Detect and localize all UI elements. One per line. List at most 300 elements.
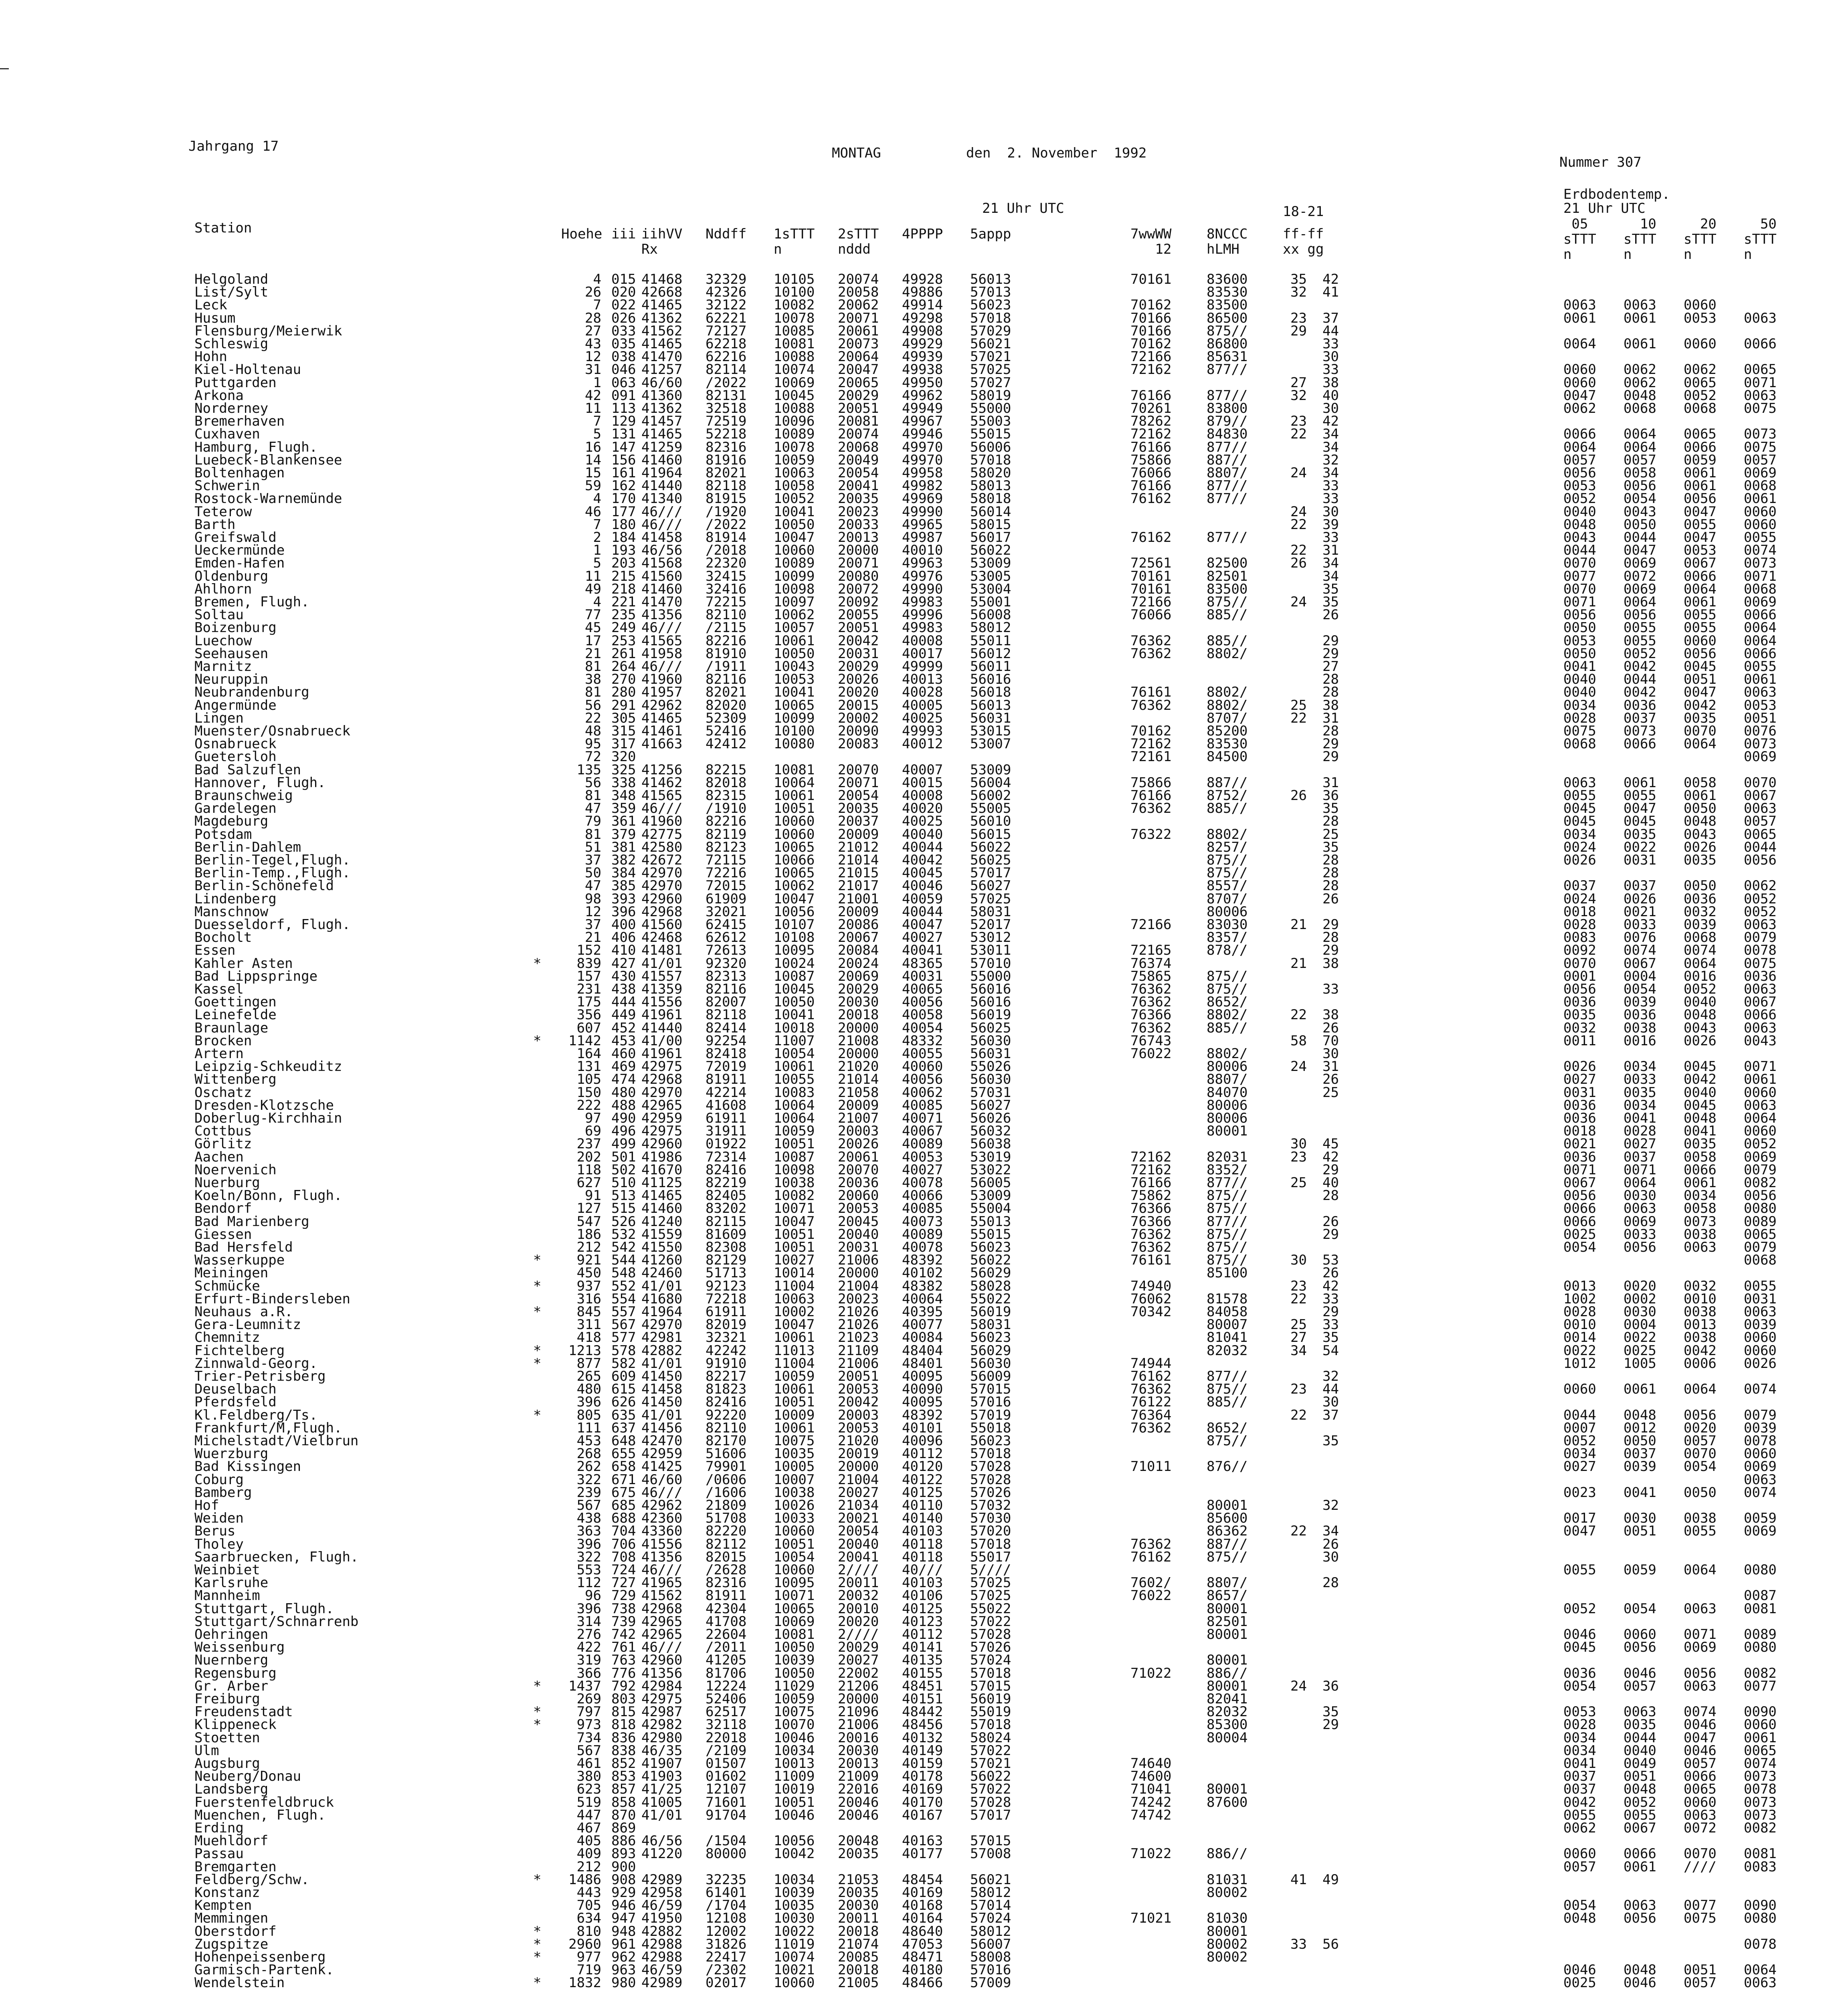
station-height: 461	[576, 1756, 601, 1772]
station-id: 113	[611, 400, 636, 416]
soil-temp-20: 0061	[1684, 594, 1717, 610]
iihvv-group: 41562	[641, 323, 683, 339]
wind-gust-2: 26	[1322, 1020, 1339, 1036]
station-id: 946	[611, 1897, 636, 1914]
nddff-group: /2011	[706, 1639, 747, 1656]
pressure-group: 40013	[902, 671, 943, 688]
station-height: 316	[576, 1291, 601, 1307]
soil-temp-10: 0047	[1624, 800, 1656, 817]
soil-temp-time: 21 Uhr UTC	[1563, 200, 1646, 216]
station-id: 635	[611, 1407, 636, 1423]
iihvv-group: 41961	[641, 1007, 683, 1023]
temp-group: 10056	[774, 1833, 815, 1849]
soil-temp-10: 0036	[1624, 697, 1656, 713]
station-id: 637	[611, 1420, 636, 1436]
iihvv-group: 41260	[641, 1252, 683, 1269]
dewpoint-group: 21096	[838, 1704, 879, 1720]
wind-gust-2: 35	[1322, 1329, 1339, 1346]
cloud-group: 886//	[1207, 1665, 1248, 1681]
station-id: 704	[611, 1523, 636, 1539]
temp-group: 10081	[774, 1626, 815, 1642]
soil-temp-20: 0055	[1684, 607, 1717, 623]
nddff-group: 81823	[706, 1381, 747, 1398]
soil-temp-10: 0069	[1624, 1213, 1656, 1230]
soil-temp-50: 0082	[1744, 1820, 1777, 1836]
column-header-soil-10: 10 sTTT n	[1624, 216, 1656, 263]
wind-gust-1: 22	[1290, 516, 1307, 533]
iihvv-group: 46///	[641, 1639, 683, 1656]
nddff-group: 82416	[706, 1162, 747, 1178]
pressure-group: 40125	[902, 1484, 943, 1501]
cloud-group: 80001	[1207, 1600, 1248, 1617]
station-name: Schmücke	[194, 1278, 260, 1294]
pressure-group: 40010	[902, 542, 943, 559]
station-height: 627	[576, 1175, 601, 1191]
soil-temp-50: 0071	[1744, 374, 1777, 391]
cloud-group: 875//	[1207, 1226, 1248, 1242]
station-name: Deuselbach	[194, 1381, 277, 1398]
soil-temp-50: 0080	[1744, 1639, 1777, 1656]
soil-temp-50: 0064	[1744, 632, 1777, 649]
dewpoint-group: 20020	[838, 1613, 879, 1630]
tendency-group: 53022	[970, 1162, 1011, 1178]
dewpoint-group: 20020	[838, 684, 879, 701]
dewpoint-group: 2////	[838, 1626, 879, 1642]
station-id: 708	[611, 1549, 636, 1565]
soil-temp-50: 0071	[1744, 568, 1777, 584]
wind-gust-2: 28	[1322, 1575, 1339, 1591]
station-id: 557	[611, 1304, 636, 1320]
column-header-iihvv: iihVV Rx	[641, 226, 683, 257]
cloud-group: 8802/	[1207, 826, 1248, 842]
station-id: 542	[611, 1239, 636, 1255]
cloud-group: 875//	[1207, 1200, 1248, 1217]
cloud-group: 877//	[1207, 387, 1248, 404]
pressure-group: 40169	[902, 1885, 943, 1901]
soil-temp-50: 0078	[1744, 942, 1777, 959]
temp-group: 10096	[774, 413, 815, 430]
station-name: Husum	[194, 310, 236, 326]
dewpoint-group: 20072	[838, 581, 879, 597]
dewpoint-group: 20080	[838, 568, 879, 584]
tendency-group: 56025	[970, 852, 1011, 868]
station-name: Neuhaus a.R.	[194, 1304, 293, 1320]
dewpoint-group: 21023	[838, 1329, 879, 1346]
soil-temp-05: 0060	[1563, 374, 1596, 391]
wind-gust-2: 33	[1322, 478, 1339, 494]
station-id: 515	[611, 1200, 636, 1217]
soil-temp-20: 0061	[1684, 465, 1717, 481]
soil-temp-10: 0064	[1624, 426, 1656, 442]
soil-temp-20: 0052	[1684, 387, 1717, 404]
station-height: 222	[576, 1097, 601, 1113]
iihvv-group: 41362	[641, 400, 683, 416]
nddff-group: 92220	[706, 1407, 747, 1423]
station-height: 547	[576, 1213, 601, 1230]
soil-temp-05: 0031	[1563, 1084, 1596, 1101]
iihvv-group: 41256	[641, 762, 683, 778]
weather-group: 76362	[1130, 981, 1172, 997]
station-height: 623	[576, 1781, 601, 1798]
temp-group: 10055	[774, 1071, 815, 1088]
tendency-group: 57026	[970, 1639, 1011, 1656]
soil-temp-05: 0042	[1563, 1794, 1596, 1810]
tendency-group: 58020	[970, 465, 1011, 481]
weather-group: 72161	[1130, 749, 1172, 765]
dewpoint-group: 20062	[838, 297, 879, 313]
station-name: Cuxhaven	[194, 426, 260, 442]
temp-group: 10075	[774, 1704, 815, 1720]
station-height: 453	[576, 1433, 601, 1449]
pressure-group: 40066	[902, 1188, 943, 1204]
soil-temp-10: 0043	[1624, 503, 1656, 520]
cloud-group: 80006	[1207, 1097, 1248, 1113]
soil-temp-10: 0022	[1624, 1329, 1656, 1346]
cloud-group: 85631	[1207, 349, 1248, 365]
dewpoint-group: 20085	[838, 1949, 879, 1965]
station-height: 973	[576, 1717, 601, 1733]
cloud-group: 80001	[1207, 1626, 1248, 1642]
wind-gust-2: 38	[1322, 1007, 1339, 1023]
nddff-group: 79901	[706, 1459, 747, 1475]
station-height: 21	[585, 645, 601, 662]
station-name: Goettingen	[194, 994, 277, 1010]
dewpoint-group: 20070	[838, 1162, 879, 1178]
soil-temp-20: 0063	[1684, 1239, 1717, 1255]
soil-temp-05: 0060	[1563, 1846, 1596, 1862]
iihvv-group: 42360	[641, 1510, 683, 1527]
station-height: 79	[585, 813, 601, 830]
weather-group: 74944	[1130, 1355, 1172, 1372]
soil-temp-50: 0073	[1744, 426, 1777, 442]
station-height: 356	[576, 1007, 601, 1023]
wind-gust-2: 30	[1322, 1046, 1339, 1062]
pressure-group: 40095	[902, 1394, 943, 1410]
cloud-group: 885//	[1207, 632, 1248, 649]
iihvv-group: 42975	[641, 1059, 683, 1075]
station-height: 135	[576, 762, 601, 778]
dewpoint-group: 20015	[838, 697, 879, 713]
cloud-group: 82501	[1207, 1613, 1248, 1630]
iihvv-group: 41568	[641, 555, 683, 572]
mountain-marker: *	[533, 1949, 542, 1965]
station-name: Freiburg	[194, 1691, 260, 1707]
tendency-group: 56011	[970, 659, 1011, 675]
station-id: 438	[611, 981, 636, 997]
temp-group: 10088	[774, 349, 815, 365]
soil-temp-50: 0063	[1744, 387, 1777, 404]
temp-group: 10100	[774, 284, 815, 301]
iihvv-group: 43360	[641, 1523, 683, 1539]
soil-temp-05: 0036	[1563, 1149, 1596, 1165]
station-height: 1437	[568, 1678, 601, 1694]
iihvv-group: 41556	[641, 994, 683, 1010]
cloud-group: 83530	[1207, 736, 1248, 752]
nddff-group: /1504	[706, 1833, 747, 1849]
dewpoint-group: 20024	[838, 955, 879, 972]
dewpoint-group: 20027	[838, 1484, 879, 1501]
wind-gust-2: 29	[1322, 749, 1339, 765]
iihvv-group: 41562	[641, 1588, 683, 1604]
soil-temp-20: 0026	[1684, 1032, 1717, 1049]
station-height: 81	[585, 826, 601, 842]
iihvv-group: 41957	[641, 684, 683, 701]
soil-temp-10: 0046	[1624, 1665, 1656, 1681]
station-name: Görlitz	[194, 1136, 252, 1152]
wind-gust-2: 35	[1322, 800, 1339, 817]
temp-group: 10089	[774, 426, 815, 442]
iihvv-group: 41465	[641, 1188, 683, 1204]
wind-gust-1: 33	[1290, 1936, 1307, 1952]
station-id: 320	[611, 749, 636, 765]
temp-group: 10065	[774, 1600, 815, 1617]
station-id: 264	[611, 659, 636, 675]
iihvv-group: 41259	[641, 439, 683, 455]
soil-temp-20: 0070	[1684, 1446, 1717, 1462]
temp-group: 10056	[774, 903, 815, 920]
station-height: 112	[576, 1575, 601, 1591]
iihvv-group: 42968	[641, 1600, 683, 1617]
pressure-group: 40045	[902, 865, 943, 881]
station-name: Erfurt-Bindersleben	[194, 1291, 350, 1307]
station-id: 838	[611, 1742, 636, 1759]
station-height: 186	[576, 1226, 601, 1242]
soil-temp-20: 0013	[1684, 1317, 1717, 1333]
station-name: Gardelegen	[194, 800, 277, 817]
temp-group: 10066	[774, 852, 815, 868]
iihvv-group: 41458	[641, 1381, 683, 1398]
temp-group: 10059	[774, 1691, 815, 1707]
tendency-group: 56023	[970, 1239, 1011, 1255]
station-name: Chemnitz	[194, 1329, 260, 1346]
wind-gust-2: 31	[1322, 1059, 1339, 1075]
iihvv-group: 41560	[641, 917, 683, 933]
tendency-group: 58015	[970, 516, 1011, 533]
soil-temp-20: 0046	[1684, 1717, 1717, 1733]
station-id: 396	[611, 903, 636, 920]
station-height: 69	[585, 1123, 601, 1139]
dewpoint-group: 20013	[838, 1756, 879, 1772]
temp-group: 10099	[774, 568, 815, 584]
pressure-group: 49993	[902, 723, 943, 739]
station-name: Kassel	[194, 981, 244, 997]
weather-group: 70162	[1130, 723, 1172, 739]
soil-temp-20: 0060	[1684, 632, 1717, 649]
pressure-group: 40044	[902, 903, 943, 920]
station-name: Neuberg/Donau	[194, 1768, 301, 1785]
station-name: Zugspitze	[194, 1936, 269, 1952]
station-name: Hof	[194, 1497, 219, 1513]
dewpoint-group: 20000	[838, 1020, 879, 1036]
nddff-group: 62415	[706, 917, 747, 933]
cloud-group: 885//	[1207, 1020, 1248, 1036]
cloud-group: 8707/	[1207, 710, 1248, 726]
station-height: 212	[576, 1859, 601, 1875]
station-id: 488	[611, 1097, 636, 1113]
station-name: Barth	[194, 516, 236, 533]
dewpoint-group: 20090	[838, 723, 879, 739]
cloud-group: 83530	[1207, 284, 1248, 301]
tendency-group: 57026	[970, 1484, 1011, 1501]
station-name: Braunlage	[194, 1020, 269, 1036]
tendency-group: 57031	[970, 1084, 1011, 1101]
tendency-group: 58012	[970, 1885, 1011, 1901]
iihvv-group: 46/60	[641, 374, 683, 391]
soil-temp-10: 0054	[1624, 981, 1656, 997]
soil-temp-10: 0042	[1624, 659, 1656, 675]
station-id: 033	[611, 323, 636, 339]
soil-temp-05: 0060	[1563, 1381, 1596, 1398]
temp-group: 10089	[774, 555, 815, 572]
station-height: 380	[576, 1768, 601, 1785]
soil-temp-10: 0064	[1624, 439, 1656, 455]
weather-group: 70166	[1130, 310, 1172, 326]
soil-temp-10: 0048	[1624, 1407, 1656, 1423]
pressure-group: 40008	[902, 632, 943, 649]
tendency-group: 56016	[970, 981, 1011, 997]
nddff-group: 82216	[706, 813, 747, 830]
tendency-group: 56029	[970, 1342, 1011, 1359]
nddff-group: /2018	[706, 542, 747, 559]
soil-temp-10: 0039	[1624, 1459, 1656, 1475]
nddff-group: 81911	[706, 1588, 747, 1604]
station-id: 449	[611, 1007, 636, 1023]
nddff-group: /2115	[706, 620, 747, 636]
cloud-group: 80006	[1207, 1059, 1248, 1075]
soil-temp-20: 0056	[1684, 1407, 1717, 1423]
station-height: 450	[576, 1265, 601, 1281]
iihvv-group: 41960	[641, 813, 683, 830]
pressure-group: 48404	[902, 1342, 943, 1359]
soil-temp-20: 0061	[1684, 788, 1717, 804]
pressure-group: 49949	[902, 400, 943, 416]
tendency-group: 57024	[970, 1910, 1011, 1927]
station-id: 675	[611, 1484, 636, 1501]
dewpoint-group: 21004	[838, 1471, 879, 1488]
soil-temp-05: 0050	[1563, 620, 1596, 636]
iihvv-group: 46/35	[641, 1742, 683, 1759]
station-name: Pferdsfeld	[194, 1394, 277, 1410]
cloud-group: 876//	[1207, 1459, 1248, 1475]
tendency-group: 57028	[970, 1459, 1011, 1475]
column-header-soil-20: 20 sTTT n	[1684, 216, 1717, 263]
iihvv-group: 41680	[641, 1291, 683, 1307]
temp-group: 10045	[774, 387, 815, 404]
station-height: 37	[585, 917, 601, 933]
temp-group: 10098	[774, 1162, 815, 1178]
temp-group: 10051	[774, 1136, 815, 1152]
weather-group: 76362	[1130, 1536, 1172, 1552]
soil-temp-50: 0081	[1744, 1600, 1777, 1617]
soil-temp-50: 0074	[1744, 542, 1777, 559]
soil-temp-50: 0060	[1744, 1446, 1777, 1462]
station-name: Zinnwald-Georg.	[194, 1355, 318, 1372]
soil-temp-50: 0080	[1744, 1910, 1777, 1927]
soil-temp-10: 0068	[1624, 400, 1656, 416]
wind-gust-2: 40	[1322, 1175, 1339, 1191]
cloud-group: 81031	[1207, 1871, 1248, 1888]
dewpoint-group: 21058	[838, 1084, 879, 1101]
pressure-group: 49983	[902, 594, 943, 610]
weather-group: 76362	[1130, 1226, 1172, 1242]
iihvv-group: 42989	[641, 1871, 683, 1888]
station-id: 400	[611, 917, 636, 933]
station-height: 72	[585, 749, 601, 765]
dewpoint-group: 2////	[838, 1562, 879, 1578]
station-id: 325	[611, 762, 636, 778]
station-height: 17	[585, 632, 601, 649]
station-height: 396	[576, 1600, 601, 1617]
station-height: 2	[593, 529, 601, 545]
nddff-group: 81915	[706, 491, 747, 507]
temp-group: 10107	[774, 917, 815, 933]
nddff-group: 82021	[706, 465, 747, 481]
pressure-group: 40047	[902, 917, 943, 933]
weather-group: 76362	[1130, 1020, 1172, 1036]
tendency-group: 57018	[970, 1665, 1011, 1681]
cloud-group: 8257/	[1207, 839, 1248, 855]
pressure-group: 48392	[902, 1407, 943, 1423]
iihvv-group: 46///	[641, 516, 683, 533]
dewpoint-group: 20021	[838, 1510, 879, 1527]
column-header-4pppp: 4PPPP	[902, 226, 943, 242]
iihvv-group: 41/01	[641, 1407, 683, 1423]
station-id: 655	[611, 1446, 636, 1462]
pressure-group: 40140	[902, 1510, 943, 1527]
soil-temp-20: 0063	[1684, 1600, 1717, 1617]
dewpoint-group: 21006	[838, 1252, 879, 1269]
soil-temp-50: 0052	[1744, 891, 1777, 907]
soil-temp-10: 0066	[1624, 736, 1656, 752]
station-name: Osnabrueck	[194, 736, 277, 752]
soil-temp-20: 0061	[1684, 1175, 1717, 1191]
soil-temp-10: 0061	[1624, 774, 1656, 791]
tendency-group: 56007	[970, 1936, 1011, 1952]
temp-group: 10063	[774, 1291, 815, 1307]
station-id: 858	[611, 1794, 636, 1810]
nddff-group: 62517	[706, 1704, 747, 1720]
mountain-marker: *	[533, 1278, 542, 1294]
cloud-group: 80001	[1207, 1497, 1248, 1513]
soil-temp-10: 0047	[1624, 542, 1656, 559]
tendency-group: 56013	[970, 271, 1011, 287]
station-name: Oldenburg	[194, 568, 269, 584]
tendency-group: 53005	[970, 568, 1011, 584]
soil-temp-20: 0062	[1684, 362, 1717, 378]
temp-group: 10050	[774, 1665, 815, 1681]
nddff-group: 81914	[706, 529, 747, 545]
soil-temp-10: 0054	[1624, 1600, 1656, 1617]
soil-temp-50: 0079	[1744, 1239, 1777, 1255]
wind-gust-1: 25	[1290, 1317, 1307, 1333]
tendency-group: 57016	[970, 1962, 1011, 1978]
station-height: 95	[585, 736, 601, 752]
soil-temp-50: 0073	[1744, 555, 1777, 572]
soil-temp-50: 0056	[1744, 1188, 1777, 1204]
temp-group: 10060	[774, 1562, 815, 1578]
iihvv-group: 41458	[641, 529, 683, 545]
nddff-group: 62216	[706, 349, 747, 365]
weather-group: 70161	[1130, 568, 1172, 584]
soil-temp-20: 0064	[1684, 1562, 1717, 1578]
soil-temp-10: 0064	[1624, 594, 1656, 610]
temp-group: 10034	[774, 1871, 815, 1888]
station-id: 162	[611, 478, 636, 494]
weather-group: 76362	[1130, 1420, 1172, 1436]
tendency-group: 56026	[970, 1110, 1011, 1126]
temp-group: 10098	[774, 581, 815, 597]
pressure-group: 40025	[902, 710, 943, 726]
